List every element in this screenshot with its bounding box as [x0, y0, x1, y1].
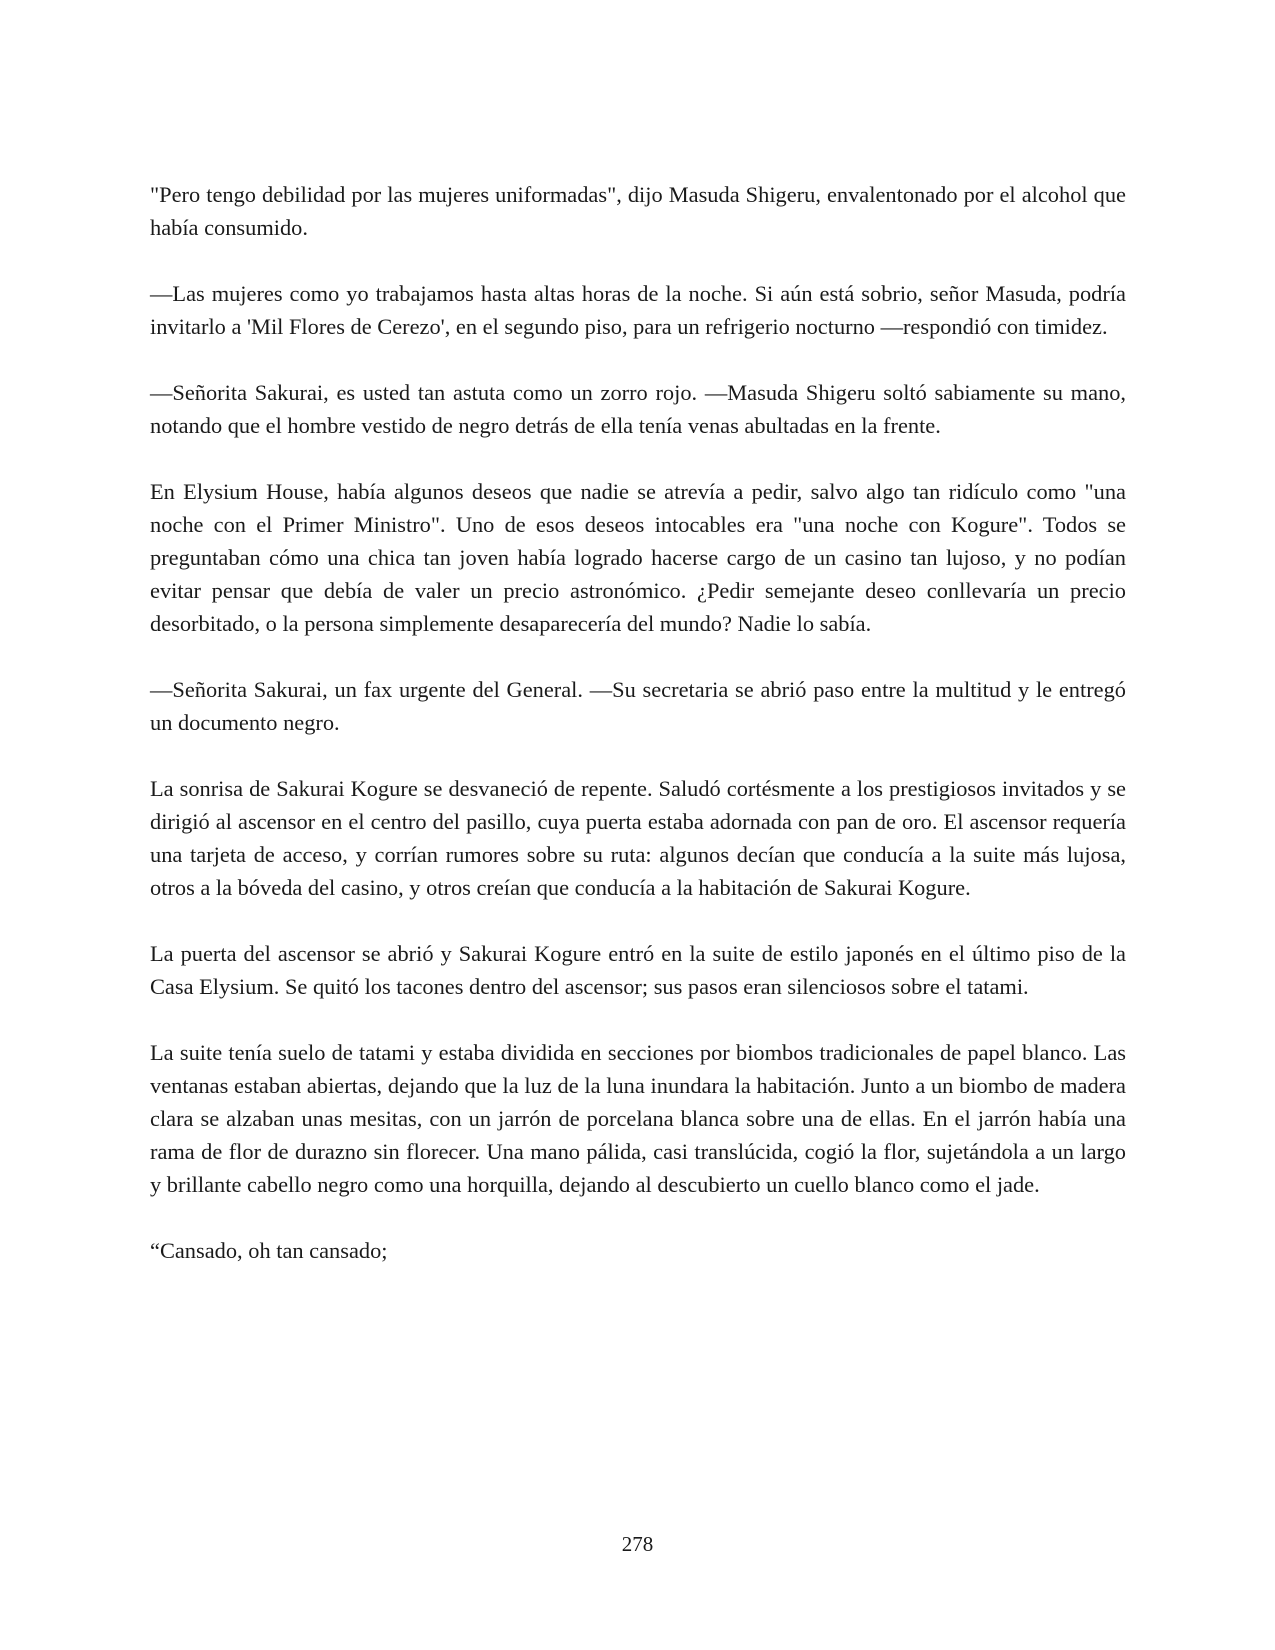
paragraph-4: En Elysium House, había algunos deseos que nadie se atrevía a pedir, salvo algo tan ridículo como "una noche con el Primer Ministro". Uno de esos deseos intocables era "una noche con Kogure". Todos se preguntaban cómo una chica tan joven había logrado hacerse cargo de un casino tan lujoso, y no podían evitar pensar que debía de valer un precio astronómico. ¿Pedir semejante deseo conllevaría un precio desorbitado, o la persona simplemente desaparecería del mundo? Nadie lo sabía. — [150, 479, 1126, 636]
body-text — [150, 178, 1126, 1267]
page-number: 278 — [621, 1532, 654, 1556]
paragraph-2: —Las mujeres como yo trabajamos hasta altas horas de la noche. Si aún está sobrio, señor Masuda, podría invitarlo a 'Mil Flores de Cerezo', en el segundo piso, para un refrigerio nocturno —respondió con timidez. — [150, 281, 1126, 339]
paragraph-1: "Pero tengo debilidad por las mujeres uniformadas", dijo Masuda Shigeru, envalentonado por el alcohol que había consumido. — [150, 182, 1126, 240]
paragraph-3: —Señorita Sakurai, es usted tan astuta como un zorro rojo. —Masuda Shigeru soltó sabiamente su mano, notando que el hombre vestido de negro detrás de ella tenía venas abultadas en la frente. — [150, 380, 1126, 438]
paragraph-5: —Señorita Sakurai, un fax urgente del General. —Su secretaria se abrió paso entre la multitud y le entregó un documento negro. — [150, 677, 1126, 735]
paragraph-7: La puerta del ascensor se abrió y Sakurai Kogure entró en la suite de estilo japonés en el último piso de la Casa Elysium. Se quitó los tacones dentro del ascensor; sus pasos eran silenciosos sobre el tatami. — [150, 941, 1126, 999]
paragraph-9: “Cansado, oh tan cansado; — [150, 1238, 388, 1263]
paragraph-6: La sonrisa de Sakurai Kogure se desvaneció de repente. Saludó cortésmente a los prestigiosos invitados y se dirigió al ascensor en el centro del pasillo, cuya puerta estaba adornada con pan de oro. El ascensor requería una tarjeta de acceso, y corrían rumores sobre su ruta: algunos decían que conducía a la suite más lujosa, otros a la bóveda del casino, y otros creían que conducía a la habitación de Sakurai Kogure. — [150, 776, 1126, 900]
paragraph-8: La suite tenía suelo de tatami y estaba dividida en secciones por biombos tradicionales de papel blanco. Las ventanas estaban abiertas, dejando que la luz de la luna inundara la habitación. Junto a un biombo de madera clara se alzaban unas mesitas, con un jarrón de porcelana blanca sobre una de ellas. En el jarrón había una rama de flor de durazno sin florecer. Una mano pálida, casi translúcida, cogió la flor, sujetándola a un largo y brillante cabello negro como una horquilla, dejando al descubierto un cuello blanco como el jade. — [150, 1040, 1126, 1197]
